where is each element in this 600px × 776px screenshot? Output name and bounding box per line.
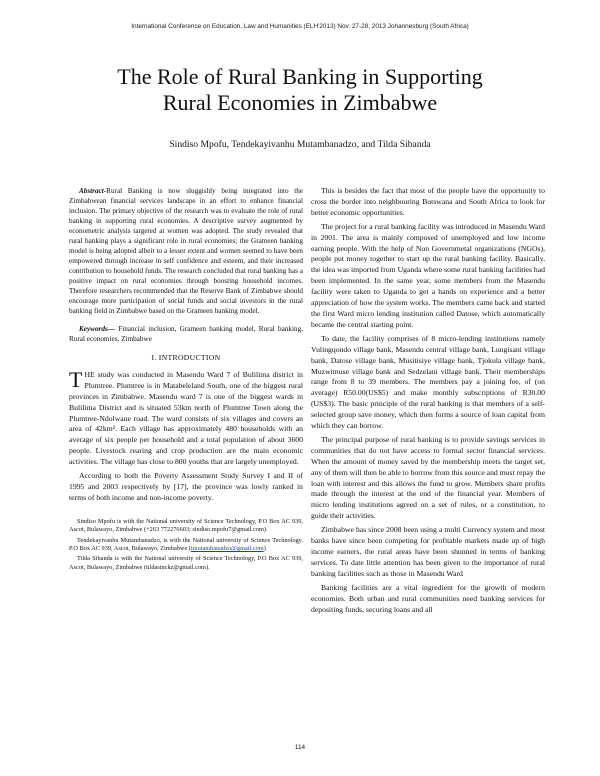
- body-paragraph-2: The project for a rural banking facility was introduced in Masendu Ward in 2001. The area is mainly composed of unemployed and low income earning people. With the help of Non Governmetal organizations (NGOs), people put money together to start up the rural banking facility. Basically, the idea was imported from Uganda where some rural banking facilities had been implemented. In the same year, some members from the Masendu facility were taken to Uganda to get a hands on experience and a better appreciation of how the system works. The members came back and started the first Ward micro lending institution called Datose, which automatically became the central starting point.: [311, 221, 545, 329]
- footnote-mutambanadzo: [69, 537, 303, 554]
- conference-header: International Conference on Education, Law and Humanities (ELH'2013) Nov. 27-28, 2013 Johannesburg (South Africa): [131, 23, 469, 30]
- keywords: [69, 324, 303, 344]
- body-paragraph-1: This is besides the fact that most of the people have the opportunity to cross the border into neighbouring Botswana and South Africa to look for better economic opportunities.: [311, 186, 545, 217]
- email-link[interactable]: tmutambanadzo@gmail.com: [190, 545, 264, 552]
- body-paragraph-4: The principal purpose of rural banking is to provide savings services in communities that do not have access to formal sector financial services. When the amount of money saved by the membership meets the target set, any of them will then be able to borrow from this source and must repay the loan with interest and this allows the fund to grow. Members share profits made through the interest at the end of the financial year. Members of micro lending institutions agreed on a set of rules, or a constitution, to guide their activities.: [311, 434, 545, 521]
- intro-paragraph-1: [69, 366, 303, 468]
- abstract: [69, 186, 303, 316]
- abstract-label: Abstract-: [79, 187, 107, 195]
- drop-cap: T: [69, 366, 83, 392]
- right-column: [311, 186, 545, 618]
- footnote-mpofu: Sindiso Mpofu is with the National university of Science Technology, P.O Box AC 939, Ascot, Bulawayo, Zimbabwe (+263 772276603; sindiso.mpofu7@gmail.com).: [69, 517, 303, 534]
- footnote-mutambanadzo-text: Tendekayivanhu Mutambanadzo, is with the National university of Science Technology. P.O Box AC 939, Ascot, Bulawayo, Zimbabwe (: [69, 536, 303, 552]
- abstract-text: Rural Banking is now sluggishly being integrated into the Zimbabwean financial services landscape in an effort to enhance financial inclusion. The primary objective of the research was to evaluate the role of rural banking in supporting rural economies. A descriptive survey augmented by econometric analysis targeted at women was adopted. The study revealed that rural banking plays a significant role in rural economies; the Grameen banking model is being adopted albeit to a lesser extent and women seemed to have been empowered through increase in self confidence and esteem, and their increased contribution to household funds. The research concluded that rural banking has a positive impact on rural economies through boosting household incomes. Therefore researchers recommended that the Reserve Bank of Zimbabwe should encourage more participation of social funds and social investors in the rural banking field in Zimbabwe based on the Grameen banking model.: [69, 187, 303, 315]
- title-line-1: The Role of Rural Banking in Supporting: [117, 64, 483, 89]
- keywords-label: Keywords—: [79, 325, 115, 333]
- author-list: Sindiso Mpofu, Tendekayivanhu Mutambanadzo, and Tilda Sibanda: [169, 139, 431, 150]
- intro-paragraph-2: According to both the Poverty Assessment Study Survey I and II of 1995 and 2003 respectively by [17], the province was lowly ranked in terms of both income and non-income poverty.: [69, 471, 303, 502]
- paper-title: [40, 64, 560, 116]
- body-paragraph-6: Banking facilities are a vital ingredient for the growth of modern economies. Both urban and rural communities need banking services for depositing funds, securing loans and all: [311, 582, 545, 614]
- body-paragraph-3: To date, the facility comprises of 8 micro-lending institutions namely Vulingqondo village bank, Masendu central village bank, Lungisani village bank, Datose village bank, Musitisiye village bank, Tjokula village bank, Muzwimuse village bank and Sedzelani village bank. Their memberships range from 8 to 39 members. The members pay a joining fee, of (on average) R50.00(US$5) and make monthly subscriptions of R30.00 (US$3). The basic principle of the rural banking is that members of a self-selected group save money, which then forms a source of loan capital from which they can borrow.: [311, 333, 545, 431]
- author-footnotes: [69, 518, 303, 572]
- page-number: 114: [294, 744, 306, 751]
- body-paragraph-5: Zimbabwe has since 2008 been using a multi Currency system and most banks have since been competing for profitable markets made up of high income earners, the rural areas have been shunned in terms of banking services. To date little attention has been given to the importance of rural banking facilities such as those in Masendu Ward: [311, 525, 545, 578]
- keywords-text: Financial inclusion, Grameen banking model, Rural banking, Rural economies, Zimbabwe: [69, 325, 303, 343]
- footnote-mutambanadzo-close: ): [263, 545, 266, 552]
- left-column: [69, 186, 303, 574]
- intro-paragraph-1-text: HE study was conducted in Masendu Ward 7 of Bulilima district in Plumtree. Plumtree is in Matabeleland South, one of the biggest rural provinces in Zimbabwe. Masendu ward 7 is one of the biggest wards in Bulilima District and is situated 53km north of Plumtree Town along the Plumtree-Ndolwane road. The ward consists of six villages and covers an area of 42km². Each village has approximately 480 households with an average of six people per household and a total population of about 3600 people. Livestock rearing and crop production are the main economic activities. The village has close to 800 youths that are largely unemployed.: [69, 369, 303, 467]
- title-line-2: Rural Economies in Zimbabwe: [162, 90, 438, 115]
- section-heading-introduction: I. INTRODUCTION: [151, 353, 221, 362]
- footnote-sibanda: Tilda Sibanda is with the National university of Science Technology, P.O Box AC 939, Ascot, Bulawayo, Zimbabwe (tildasinckz@gmail.com).: [69, 555, 303, 571]
